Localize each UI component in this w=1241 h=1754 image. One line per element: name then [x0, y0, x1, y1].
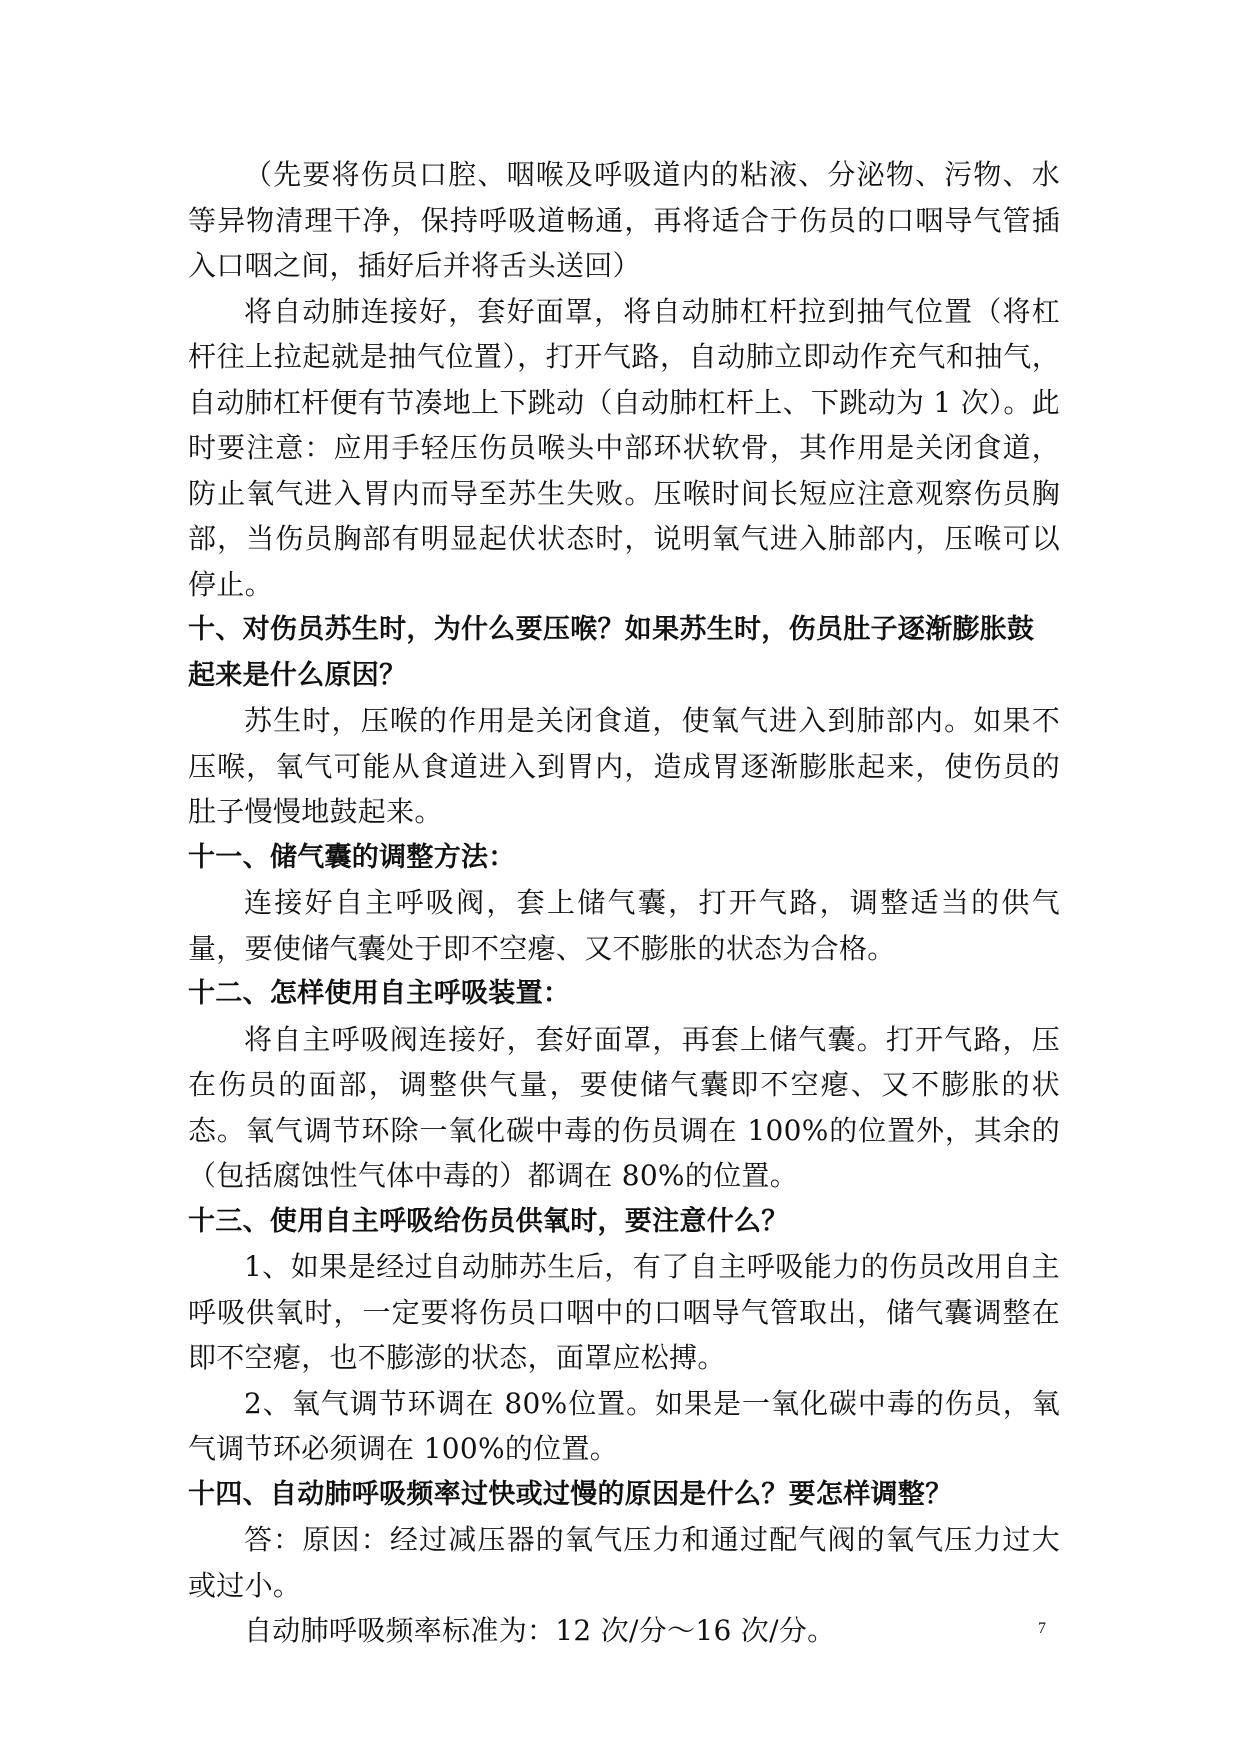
paragraph-auto-lung-connect: 将自动肺连接好，套好面罩，将自动肺杠杆拉到抽气位置（将杠杆往上拉起就是抽气位置），打开气路，自动肺立即动作充气和抽气，自动肺杠杆便有节凑地上下跳动（自动肺杠杆上、下跳动为 1 次）。此时要注意：应用手轻压伤员喉头中部环状软骨，其作用是关闭食道，防止氧气进入胃内而导至苏生失败。压喉时间长短应注意观察伤员胸部，当伤员胸部有明显起伏状态时，说明氧气进入肺部内，压喉可以停止。	[188, 294, 1060, 601]
section-heading-10: 十、对伤员苏生时，为什么要压喉？如果苏生时，伤员肚子逐渐膨胀鼓起来是什么原因？	[188, 614, 1035, 691]
section-heading-14: 十四、自动肺呼吸频率过快或过慢的原因是什么？要怎样调整？	[188, 1478, 953, 1510]
paragraph-self-breathing-use: 将自主呼吸阀连接好，套好面罩，再套上储气囊。打开气路，压在伤员的面部，调整供气量，要使储气囊即不空瘪、又不膨胀的状态。氧气调节环除一氧化碳中毒的伤员调在 100%的位置外，其余的（包括腐蚀性气体中毒的）都调在 80%的位置。	[188, 1022, 1060, 1192]
paragraph-reservoir-bag-adjust: 连接好自主呼吸阀，套上储气囊，打开气路，调整适当的供气量，要使储气囊处于即不空瘪、又不膨胀的状态为合格。	[188, 886, 1060, 965]
page-number: 7	[1038, 1620, 1046, 1637]
section-heading-11: 十一、储气囊的调整方法：	[188, 841, 516, 873]
paragraph-caution-1: 1、如果是经过自动肺苏生后，有了自主呼吸能力的伤员改用自主呼吸供氧时，一定要将伤员口咽中的口咽导气管取出，储气囊调整在即不空瘪，也不膨澎的状态，面罩应松搏。	[188, 1250, 1060, 1374]
paragraph-airway-clearing: （先要将伤员口腔、咽喉及呼吸道内的粘液、分泌物、污物、水等异物清理干净，保持呼吸道畅通，再将适合于伤员的口咽导气管插入口咽之间，插好后并将舌头送回）	[188, 158, 1060, 282]
paragraph-throat-pressing: 苏生时，压喉的作用是关闭食道，使氧气进入到肺部内。如果不压喉，氧气可能从食道进入到胃内，造成胃逐渐膨胀起来，使伤员的肚子慢慢地鼓起来。	[188, 704, 1060, 828]
paragraph-caution-2: 2、氧气调节环调在 80%位置。如果是一氧化碳中毒的伤员，氧气调节环必须调在 100%的位置。	[188, 1386, 1060, 1465]
document-body	[188, 152, 1060, 1654]
section-heading-12: 十二、怎样使用自主呼吸装置：	[188, 978, 571, 1009]
section-heading-13: 十三、使用自主呼吸给伤员供氧时，要注意什么？	[188, 1205, 789, 1237]
paragraph-frequency-cause: 答：原因：经过减压器的氧气压力和通过配气阀的氧气压力过大或过小。	[188, 1523, 1060, 1602]
paragraph-frequency-standard: 自动肺呼吸频率标准为：12 次/分～16 次/分。	[244, 1614, 836, 1647]
